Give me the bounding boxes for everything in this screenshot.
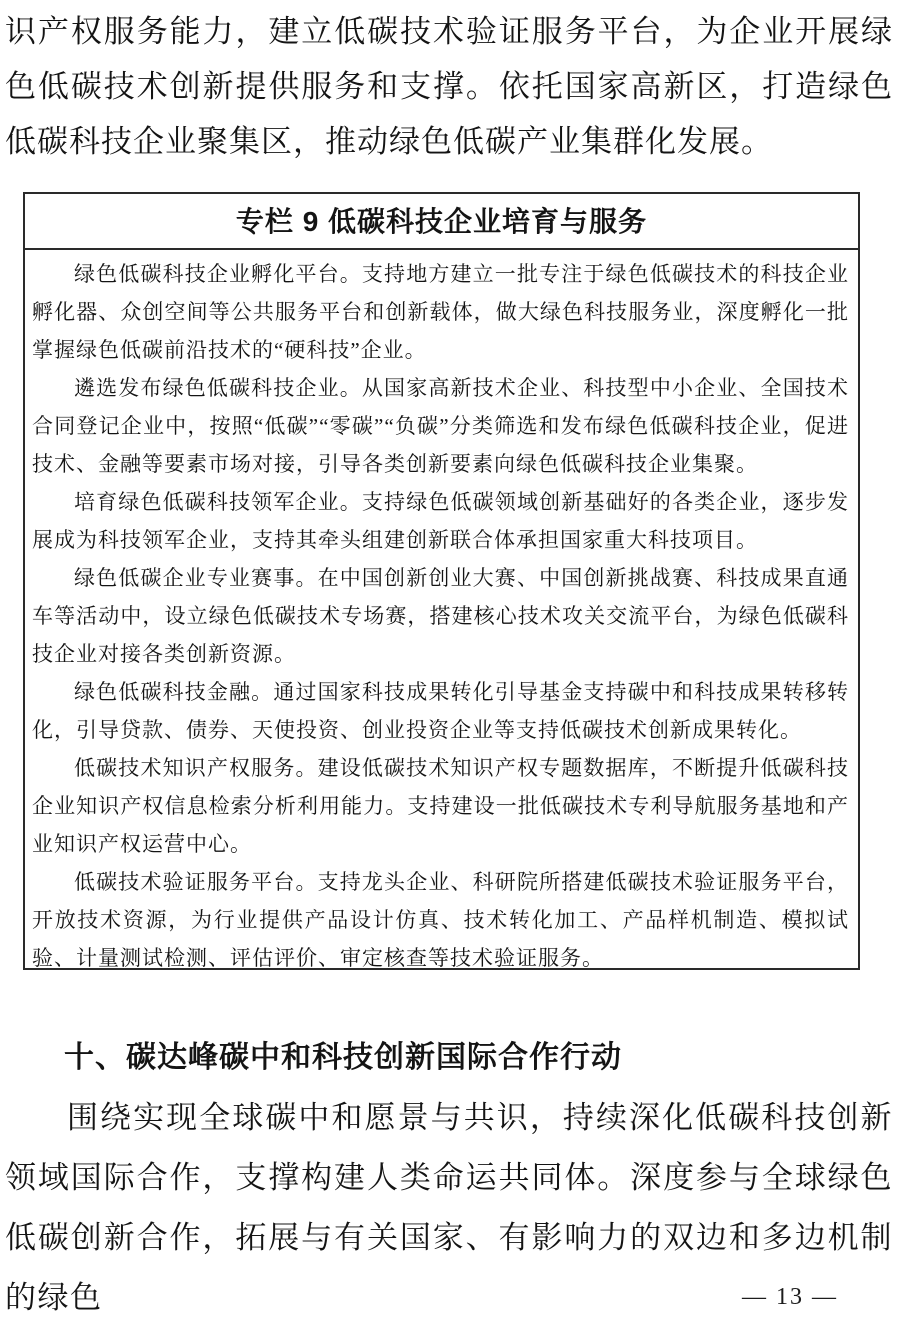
- box-paragraph-ip-services: 低碳技术知识产权服务。建设低碳技术知识产权专题数据库，不断提升低碳科技企业知识产权信息检索分析利用能力。支持建设一批低碳技术专利导航服务基地和产业知识产权运营中心。: [32, 756, 849, 856]
- box-paragraph-incubation: 绿色低碳科技企业孵化平台。支持地方建立一批专注于绿色低碳技术的科技企业孵化器、众创空间等公共服务平台和创新载体，做大绿色科技服务业，深度孵化一批掌握绿色低碳前沿技术的“硬科技”企业。: [32, 262, 849, 362]
- closing-paragraph: 围绕实现全球碳中和愿景与共识，持续深化低碳科技创新领域国际合作，支撑构建人类命运共同体。深度参与全球绿色低碳创新合作，拓展与有关国家、有影响力的双边和多边机制的绿色: [5, 1100, 893, 1315]
- box-paragraph-finance: 绿色低碳科技金融。通过国家科技成果转化引导基金支持碳中和科技成果转移转化，引导贷款、债券、天使投资、创业投资企业等支持低碳技术创新成果转化。: [32, 680, 849, 742]
- box-paragraph-selection: 遴选发布绿色低碳科技企业。从国家高新技术企业、科技型中小企业、全国技术合同登记企业中，按照“低碳”“零碳”“负碳”分类筛选和发布绿色低碳科技企业，促进技术、金融等要素市场对接，引导各类创新要素向绿色低碳科技企业集聚。: [32, 376, 849, 476]
- page-number: — 13 —: [742, 1284, 838, 1310]
- box-paragraph-leading-enterprises: 培育绿色低碳科技领军企业。支持绿色低碳领域创新基础好的各类企业，逐步发展成为科技领军企业，支持其牵头组建创新联合体承担国家重大科技项目。: [32, 490, 849, 552]
- column-box-title: 专栏 9 低碳科技企业培育与服务: [25, 194, 858, 250]
- intro-paragraph: 识产权服务能力，建立低碳技术验证服务平台，为企业开展绿色低碳技术创新提供服务和支撑。依托国家高新区，打造绿色低碳科技企业聚集区，推动绿色低碳产业集群化发展。: [5, 14, 893, 159]
- box-paragraph-verification-platform: 低碳技术验证服务平台。支持龙头企业、科研院所搭建低碳技术验证服务平台，开放技术资源，为行业提供产品设计仿真、技术转化加工、产品样机制造、模拟试验、计量测试检测、评估评价、审定核查等技术验证服务。: [32, 870, 849, 970]
- column-box-body: [25, 250, 858, 977]
- section-heading: 十、碳达峰碳中和科技创新国际合作行动: [64, 1041, 622, 1074]
- box-paragraph-competitions: 绿色低碳企业专业赛事。在中国创新创业大赛、中国创新挑战赛、科技成果直通车等活动中，设立绿色低碳技术专场赛，搭建核心技术攻关交流平台，为绿色低碳科技企业对接各类创新资源。: [32, 566, 849, 666]
- column-9-box: [23, 192, 860, 970]
